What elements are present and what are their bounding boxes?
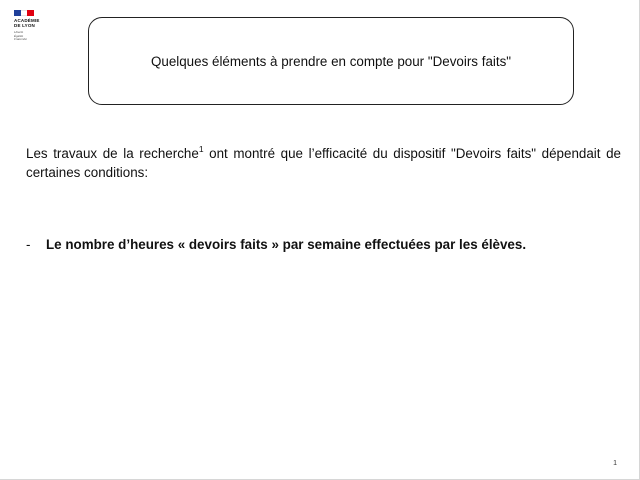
page-number: 1 bbox=[613, 460, 617, 467]
logo-line-2: DE LYON bbox=[14, 23, 35, 28]
intro-text-start: Les travaux de la recherche bbox=[26, 146, 199, 161]
academie-lyon-logo bbox=[14, 10, 48, 50]
title-box bbox=[88, 17, 574, 105]
slide-title: Quelques éléments à prendre en compte pour "Devoirs faits" bbox=[150, 53, 512, 69]
bullet-item bbox=[26, 235, 526, 254]
logo-motto-1: Liberté bbox=[14, 30, 24, 34]
french-flag-icon bbox=[14, 10, 34, 16]
logo-motto-2: Égalité bbox=[14, 33, 24, 38]
intro-text-end: ont montré que l’efficacité du dispositif "Devoirs faits" dépendait de certaines conditions: bbox=[26, 146, 621, 180]
bullet-marker: - bbox=[26, 237, 31, 252]
logo-motto-3: Fraternité bbox=[14, 37, 27, 42]
logo-line-1: ACADÉMIE bbox=[14, 18, 40, 23]
footnote-reference: 1 bbox=[198, 144, 204, 154]
bullet-text: Le nombre d’heures « devoirs faits » par semaine effectuées par les élèves. bbox=[46, 237, 527, 252]
logo-motto bbox=[14, 31, 48, 42]
intro-paragraph bbox=[26, 144, 621, 182]
